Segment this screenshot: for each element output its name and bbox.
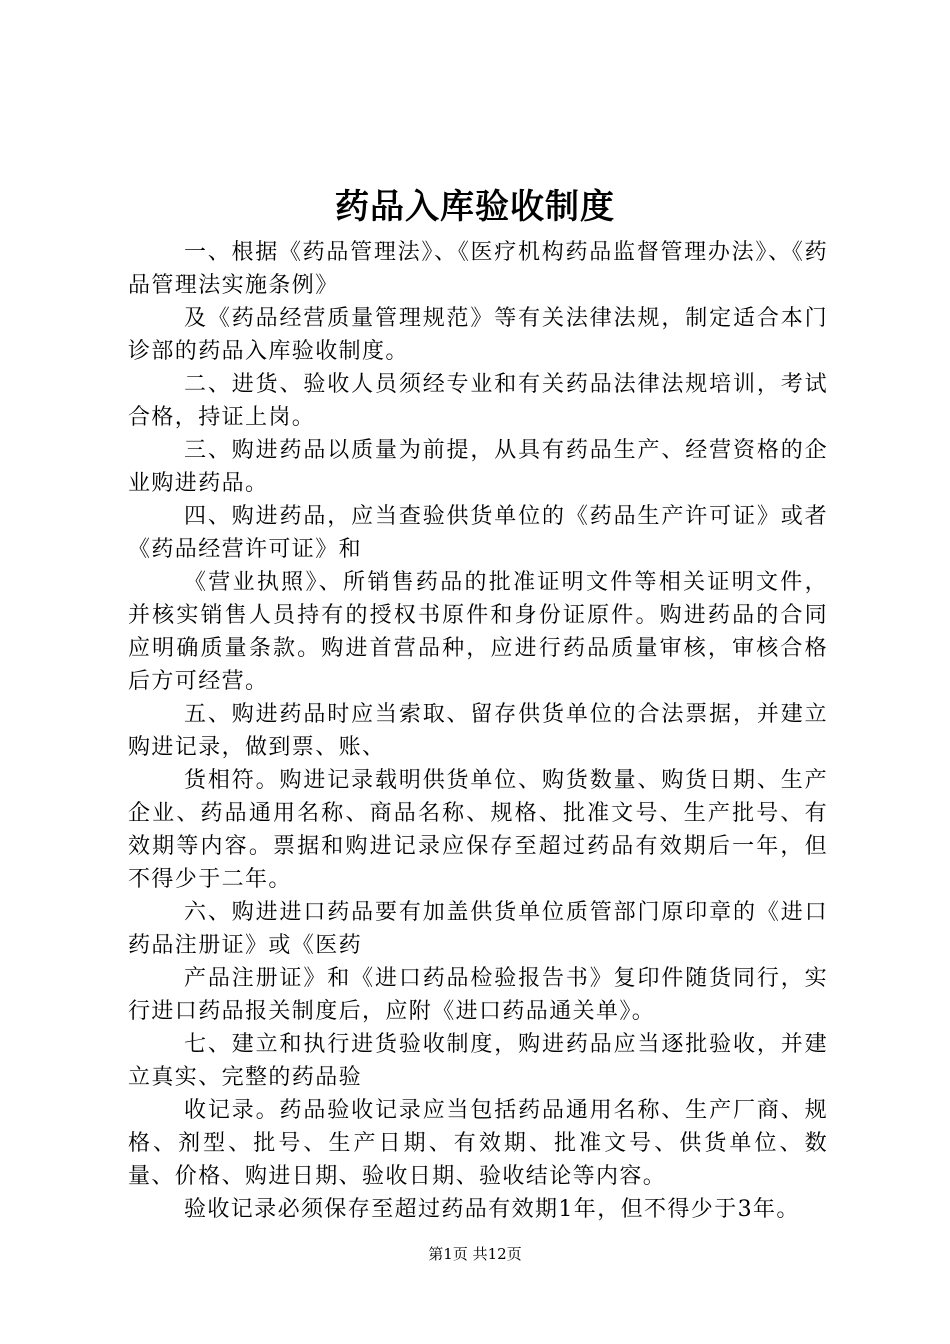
paragraph: 验收记录必须保存至超过药品有效期1年，但不得少于3年。 — [184, 1197, 800, 1222]
paragraph: 七、建立和执行进货验收制度，购进药品应当逐批验收，并建立真实、完整的药品验 — [128, 1032, 828, 1090]
document-title: 药品入库验收制度 — [335, 187, 615, 227]
paragraph: 一、根据《药品管理法》、《医疗机构药品监督管理办法》、《药品管理法实施条例》 — [128, 240, 828, 298]
paragraph: 《营业执照》、所销售药品的批准证明文件等相关证明文件，并核实销售人员持有的授权书原件和身份证原件。购进药品的合同应明确质量条款。购进首营品种，应进行药品质量审核，审核合格后方可经营。 — [128, 570, 828, 694]
paragraph: 二、进货、验收人员须经专业和有关药品法律法规培训，考试合格，持证上岗。 — [128, 372, 828, 430]
paragraph: 三、购进药品以质量为前提，从具有药品生产、经营资格的企业购进药品。 — [128, 438, 828, 496]
document-body — [128, 236, 828, 1226]
paragraph: 产品注册证》和《进口药品检验报告书》复印件随货同行，实行进口药品报关制度后，应附《进口药品通关单》。 — [128, 966, 828, 1024]
paragraph: 货相符。购进记录载明供货单位、购货数量、购货日期、生产企业、药品通用名称、商品名称、规格、批准文号、生产批号、有效期等内容。票据和购进记录应保存至超过药品有效期后一年，但不得少于二年。 — [128, 768, 828, 892]
paragraph: 五、购进药品时应当索取、留存供货单位的合法票据，并建立购进记录，做到票、账、 — [128, 702, 828, 760]
paragraph: 及《药品经营质量管理规范》等有关法律法规，制定适合本门诊部的药品入库验收制度。 — [128, 306, 828, 364]
page-number-footer: 第1页 共12页 — [428, 1245, 522, 1263]
paragraph: 收记录。药品验收记录应当包括药品通用名称、生产厂商、规格、剂型、批号、生产日期、有效期、批准文号、供货单位、数量、价格、购进日期、验收日期、验收结论等内容。 — [128, 1098, 828, 1189]
paragraph: 六、购进进口药品要有加盖供货单位质管部门原印章的《进口药品注册证》或《医药 — [128, 900, 828, 958]
paragraph: 四、购进药品，应当查验供货单位的《药品生产许可证》或者《药品经营许可证》和 — [128, 504, 828, 562]
